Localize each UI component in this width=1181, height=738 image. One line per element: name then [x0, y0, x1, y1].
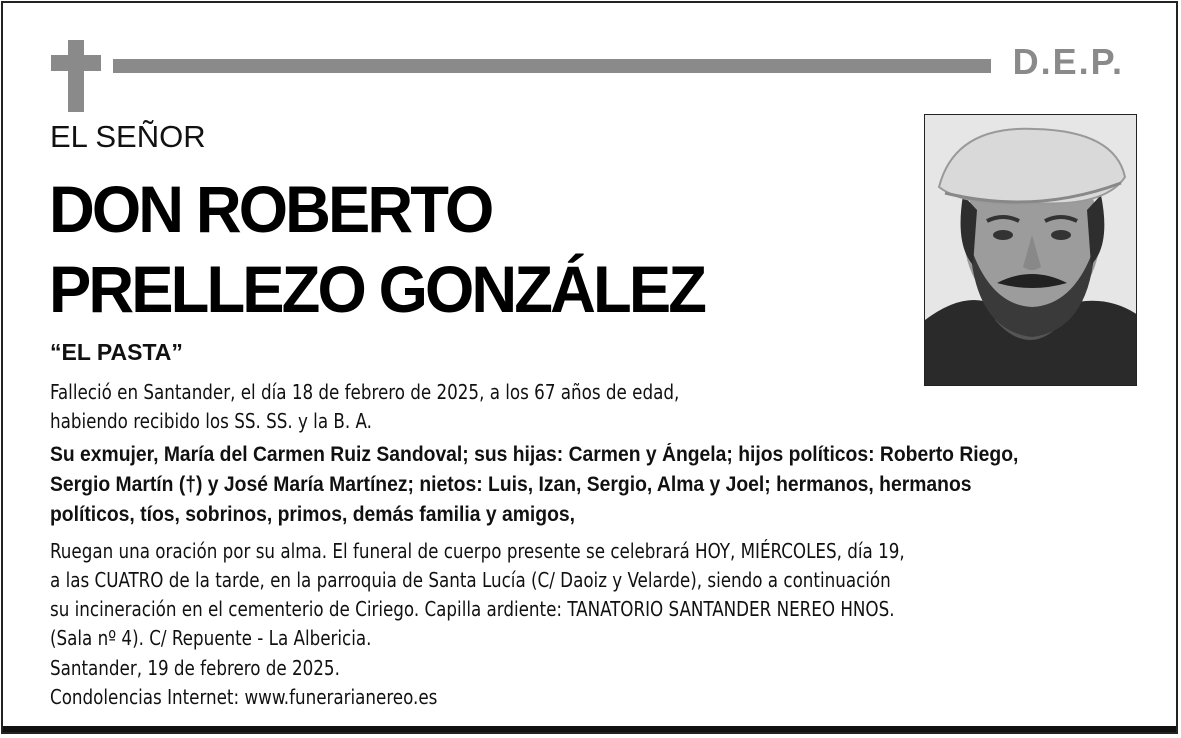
dep-label: D.E.P. [1012, 41, 1124, 82]
portrait-photo [924, 114, 1137, 386]
header-rule [113, 59, 991, 73]
name-line: PRELLEZO GONZÁLEZ [49, 252, 705, 326]
family-list [50, 440, 1018, 530]
text-line: Sergio Martín (†) y José María Martínez; nietos: Luis, Izan, Sergio, Alma y Joel; hermanos, hermanos [50, 473, 972, 496]
text-line: Ruegan una oración por su alma. El funeral de cuerpo presente se celebrará HOY, MIÉRCOLES, día 19, [50, 539, 905, 563]
title-prefix: EL SEÑOR [50, 119, 206, 154]
funeral-details [50, 537, 905, 653]
cross-icon [51, 40, 101, 112]
obituary-notice [1, 1, 1178, 734]
footer-info [50, 654, 437, 712]
text-line: a las CUATRO de la tarde, en la parroquia de Santa Lucía (C/ Daoiz y Velarde), siendo a continuación [50, 568, 891, 592]
condolences-line: Condolencias Internet: www.funerarianereo.es [50, 685, 438, 709]
date-line: Santander, 19 de febrero de 2025. [50, 656, 340, 680]
text-line: su incineración en el cementerio de Ciriego. Capilla ardiente: TANATORIO SANTANDER NEREO HNOS. [50, 597, 895, 621]
portrait-image [925, 115, 1137, 386]
text-line: políticos, tíos, sobrinos, primos, demás familia y amigos, [50, 503, 575, 526]
bottom-border [3, 726, 1176, 732]
name-line: DON ROBERTO [49, 172, 492, 246]
death-notice [50, 378, 679, 436]
text-line: (Sala nº 4). C/ Repuente - La Albericia. [50, 626, 372, 650]
deceased-name [49, 169, 704, 329]
nickname: “EL PASTA” [50, 339, 183, 365]
text-line: habiendo recibido los SS. SS. y la B. A. [50, 409, 372, 433]
text-line: Falleció en Santander, el día 18 de febrero de 2025, a los 67 años de edad, [50, 380, 680, 404]
text-line: Su exmujer, María del Carmen Ruiz Sandoval; sus hijas: Carmen y Ángela; hijos políticos: Roberto Riego, [50, 443, 1019, 466]
